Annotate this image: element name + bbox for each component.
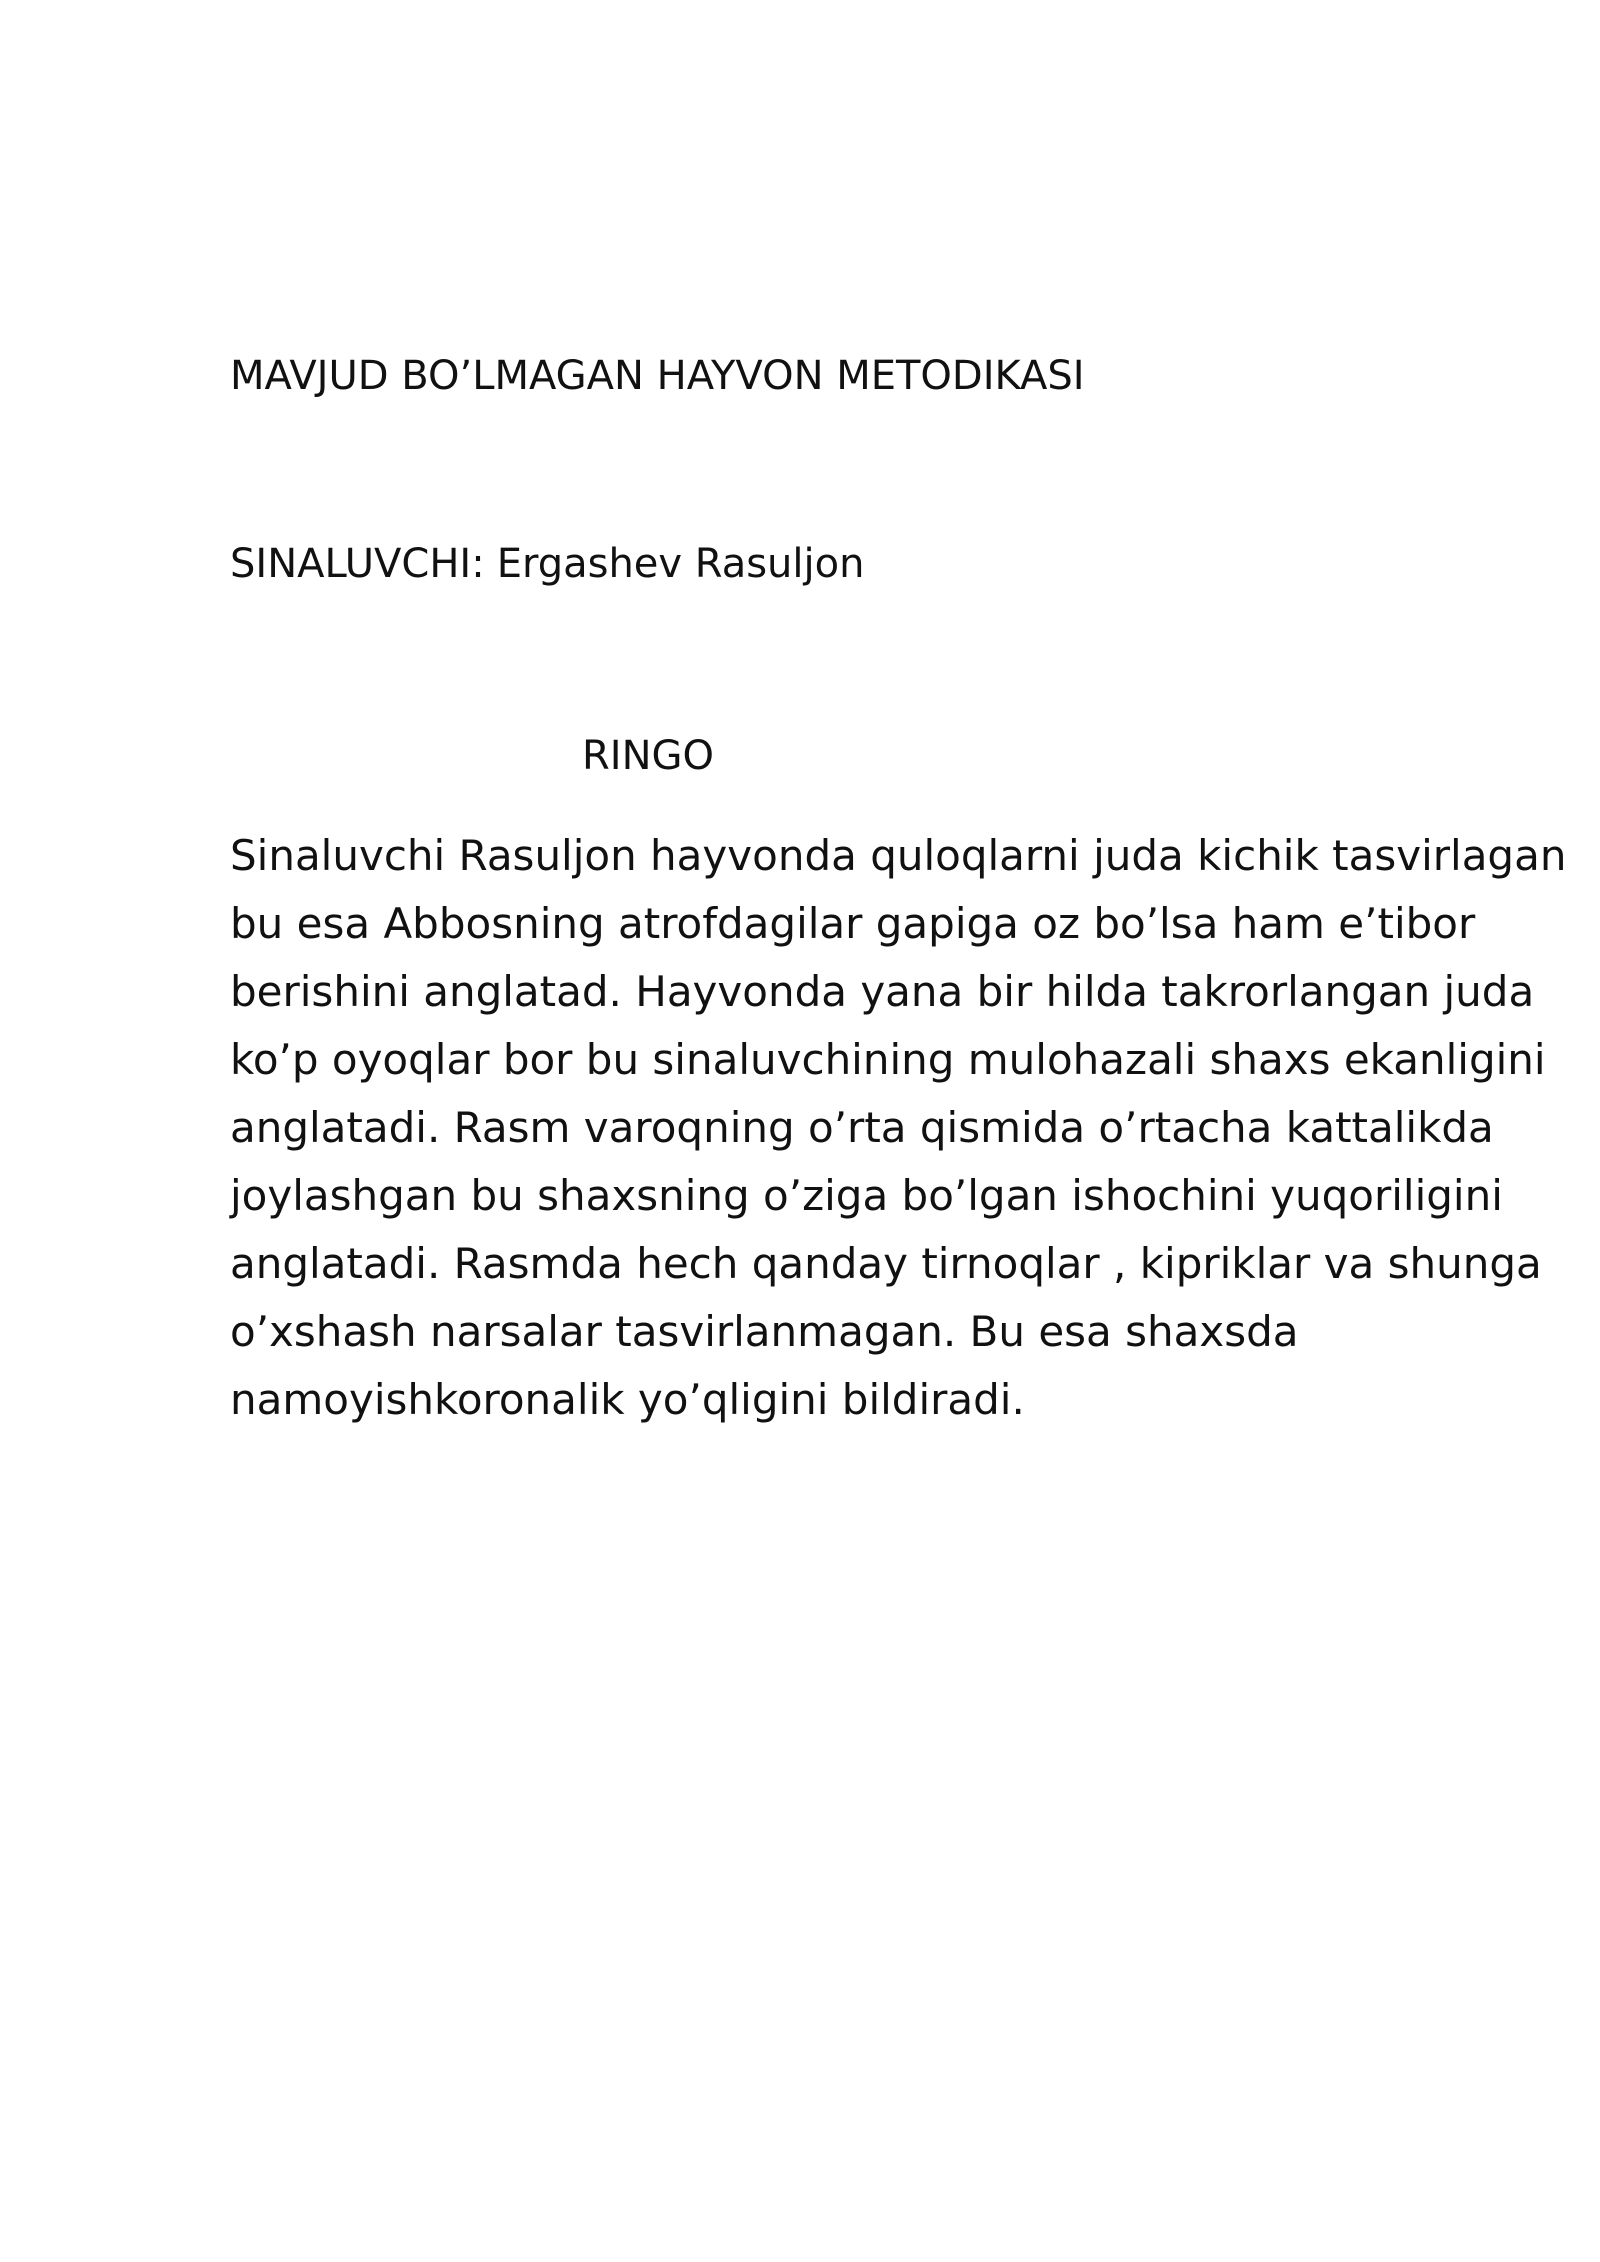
- paragraph-line: o’xshash narsalar tasvirlanmagan. Bu esa shaxsda: [230, 1307, 1299, 1356]
- subject-line: [230, 540, 864, 588]
- paragraph-line: bu esa Abbosning atrofdagilar gapiga oz bo’lsa ham e’tibor: [230, 899, 1476, 948]
- paragraph-line: Sinaluvchi Rasuljon hayvonda quloqlarni juda kichik tasvirlagan: [230, 831, 1567, 880]
- subject-name: Ergashev Rasuljon: [496, 541, 865, 587]
- paragraph-line: anglatadi. Rasmda hech qanday tirnoqlar , kipriklar va shunga: [230, 1239, 1542, 1288]
- paragraph-line: namoyishkoronalik yo’qligini bildiradi.: [230, 1375, 1025, 1424]
- subject-label: SINALUVCHI:: [230, 541, 485, 587]
- paragraph-line: ko’p oyoqlar bor bu sinaluvchining mulohazali shaxs ekanligini: [230, 1035, 1546, 1084]
- animal-name-heading: RINGO: [582, 733, 714, 779]
- document-title: MAVJUD BO’LMAGAN HAYVON METODIKASI: [230, 353, 1085, 399]
- paragraph-line: joylashgan bu shaxsning o’ziga bo’lgan ishochini yuqoriligini: [230, 1171, 1503, 1220]
- analysis-paragraph: [230, 822, 1567, 1434]
- paragraph-line: berishini anglatad. Hayvonda yana bir hilda takrorlangan juda: [230, 967, 1535, 1016]
- paragraph-line: anglatadi. Rasm varoqning o’rta qismida o’rtacha kattalikda: [230, 1103, 1494, 1152]
